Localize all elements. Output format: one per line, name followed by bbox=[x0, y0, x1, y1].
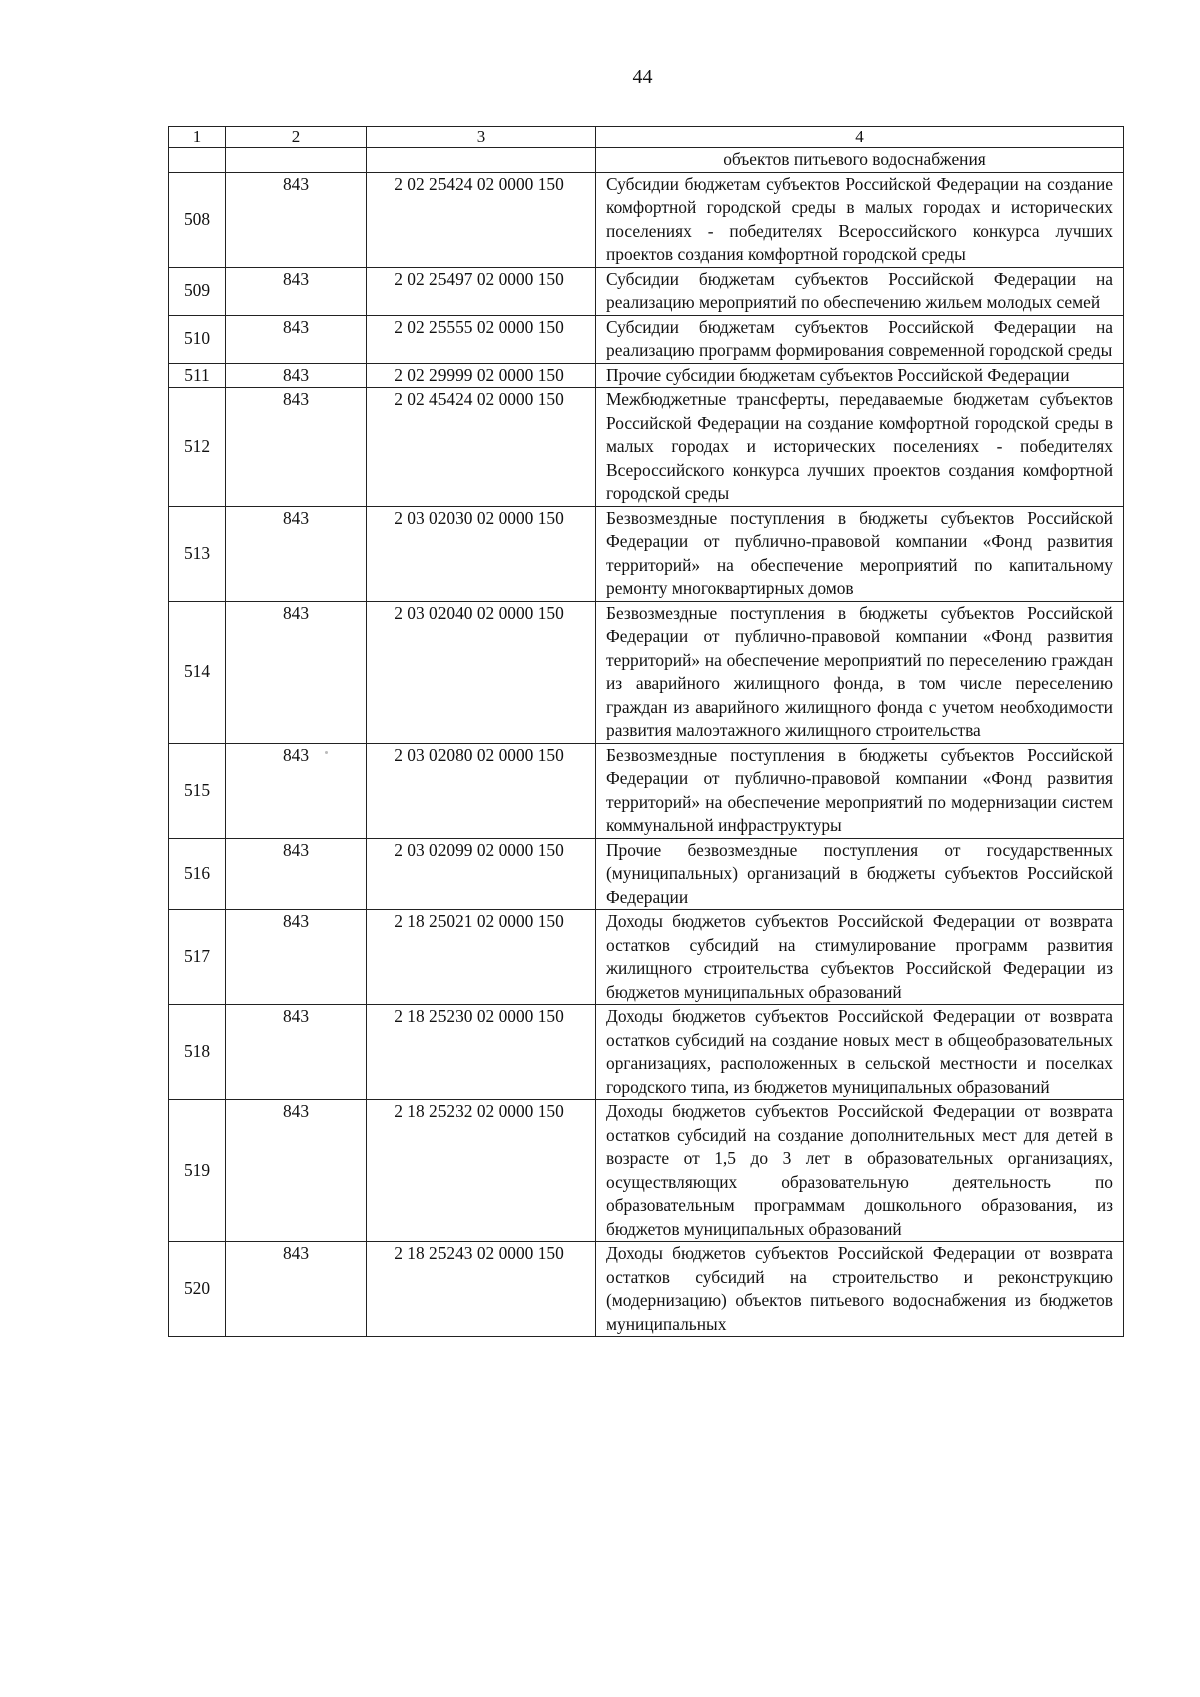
empty-cell bbox=[226, 148, 367, 173]
row-number: 508 bbox=[169, 172, 226, 267]
admin-code: 843 bbox=[226, 363, 367, 388]
budget-classification-code: 2 02 29999 02 0000 150 bbox=[367, 363, 596, 388]
row-number: 517 bbox=[169, 910, 226, 1005]
budget-classification-code: 2 18 25230 02 0000 150 bbox=[367, 1005, 596, 1100]
admin-code: 843 bbox=[226, 315, 367, 363]
admin-code: 843 bbox=[226, 506, 367, 601]
revenue-description: Доходы бюджетов субъектов Российской Федерации от возврата остатков субсидий на строительство и реконструкцию (модернизацию) объектов питьевого водоснабжения из бюджетов муниципальных bbox=[596, 1242, 1124, 1337]
admin-code: 843 bbox=[226, 743, 367, 838]
revenue-description: Прочие субсидии бюджетам субъектов Российской Федерации bbox=[596, 363, 1124, 388]
budget-classification-code: 2 03 02080 02 0000 150 bbox=[367, 743, 596, 838]
admin-code: 843 bbox=[226, 388, 367, 507]
revenue-description: Доходы бюджетов субъектов Российской Федерации от возврата остатков субсидий на стимулирование программ развития жилищного строительства субъектов Российской Федерации из бюджетов муниципальных образований bbox=[596, 910, 1124, 1005]
table-row bbox=[169, 601, 1124, 743]
table-row bbox=[169, 1100, 1124, 1242]
row-number: 518 bbox=[169, 1005, 226, 1100]
row-number: 514 bbox=[169, 601, 226, 743]
empty-cell bbox=[169, 148, 226, 173]
admin-code: 843 bbox=[226, 267, 367, 315]
column-header-2: 2 bbox=[226, 127, 367, 148]
row-number: 511 bbox=[169, 363, 226, 388]
table-row bbox=[169, 910, 1124, 1005]
table-row bbox=[169, 743, 1124, 838]
empty-cell bbox=[367, 148, 596, 173]
budget-classification-code: 2 03 02030 02 0000 150 bbox=[367, 506, 596, 601]
revenue-description: Доходы бюджетов субъектов Российской Федерации от возврата остатков субсидий на создание новых мест в общеобразовательных организациях, расположенных в сельской местности и поселках городского типа, из бюджетов муниципальных образований bbox=[596, 1005, 1124, 1100]
admin-code: 843 bbox=[226, 172, 367, 267]
budget-classification-code: 2 18 25232 02 0000 150 bbox=[367, 1100, 596, 1242]
row-number: 510 bbox=[169, 315, 226, 363]
revenue-codes-table bbox=[168, 126, 1124, 1337]
row-number: 512 bbox=[169, 388, 226, 507]
table-row bbox=[169, 315, 1124, 363]
budget-classification-code: 2 03 02040 02 0000 150 bbox=[367, 601, 596, 743]
revenue-description: Безвозмездные поступления в бюджеты субъектов Российской Федерации от публично-правовой компании «Фонд развития территорий» на обеспечение мероприятий по переселению граждан из аварийного жилищного фонда, в том числе переселению граждан из аварийного жилищного фонда с учетом необходимости развития малоэтажного жилищного строительства bbox=[596, 601, 1124, 743]
revenue-description: Субсидии бюджетам субъектов Российской Федерации на создание комфортной городской среды в малых городах и исторических поселениях - победителях Всероссийского конкурса лучших проектов создания комфортной городской среды bbox=[596, 172, 1124, 267]
table-row bbox=[169, 363, 1124, 388]
table-header-row bbox=[169, 127, 1124, 148]
column-header-4: 4 bbox=[596, 127, 1124, 148]
budget-classification-code: 2 02 45424 02 0000 150 bbox=[367, 388, 596, 507]
continuation-row bbox=[169, 148, 1124, 173]
revenue-description: Безвозмездные поступления в бюджеты субъектов Российской Федерации от публично-правовой компании «Фонд развития территорий» на обеспечение мероприятий по капитальному ремонту многоквартирных домов bbox=[596, 506, 1124, 601]
admin-code: 843 bbox=[226, 910, 367, 1005]
column-header-1: 1 bbox=[169, 127, 226, 148]
budget-classification-code: 2 03 02099 02 0000 150 bbox=[367, 838, 596, 910]
column-header-3: 3 bbox=[367, 127, 596, 148]
scan-speck bbox=[325, 751, 328, 754]
budget-classification-code: 2 18 25021 02 0000 150 bbox=[367, 910, 596, 1005]
revenue-description: Межбюджетные трансферты, передаваемые бюджетам субъектов Российской Федерации на создание комфортной городской среды в малых городах и исторических поселениях - победителях Всероссийского конкурса лучших проектов создания комфортной городской среды bbox=[596, 388, 1124, 507]
revenue-description: Субсидии бюджетам субъектов Российской Федерации на реализацию программ формирования современной городской среды bbox=[596, 315, 1124, 363]
table-row bbox=[169, 1242, 1124, 1337]
budget-classification-code: 2 02 25555 02 0000 150 bbox=[367, 315, 596, 363]
admin-code: 843 bbox=[226, 1242, 367, 1337]
revenue-description: Прочие безвозмездные поступления от государственных (муниципальных) организаций в бюджеты субъектов Российской Федерации bbox=[596, 838, 1124, 910]
admin-code: 843 bbox=[226, 1100, 367, 1242]
table-row bbox=[169, 172, 1124, 267]
admin-code: 843 bbox=[226, 601, 367, 743]
row-number: 519 bbox=[169, 1100, 226, 1242]
page-number: 44 bbox=[632, 66, 653, 88]
row-number: 509 bbox=[169, 267, 226, 315]
budget-classification-code: 2 02 25424 02 0000 150 bbox=[367, 172, 596, 267]
admin-code: 843 bbox=[226, 838, 367, 910]
table-row bbox=[169, 1005, 1124, 1100]
row-number: 513 bbox=[169, 506, 226, 601]
table-row bbox=[169, 388, 1124, 507]
table-row bbox=[169, 267, 1124, 315]
revenue-description: Субсидии бюджетам субъектов Российской Федерации на реализацию мероприятий по обеспечению жильем молодых семей bbox=[596, 267, 1124, 315]
revenue-description: Доходы бюджетов субъектов Российской Федерации от возврата остатков субсидий на создание дополнительных мест для детей в возрасте от 1,5 до 3 лет в образовательных организациях, осуществляющих образовательную деятельность по образовательным программам дошкольного образования, из бюджетов муниципальных образований bbox=[596, 1100, 1124, 1242]
continuation-text: объектов питьевого водоснабжения bbox=[596, 148, 1124, 173]
row-number: 516 bbox=[169, 838, 226, 910]
budget-classification-code: 2 18 25243 02 0000 150 bbox=[367, 1242, 596, 1337]
revenue-description: Безвозмездные поступления в бюджеты субъектов Российской Федерации от публично-правовой компании «Фонд развития территорий» на обеспечение мероприятий по модернизации систем коммунальной инфраструктуры bbox=[596, 743, 1124, 838]
table-row bbox=[169, 838, 1124, 910]
row-number: 520 bbox=[169, 1242, 226, 1337]
row-number: 515 bbox=[169, 743, 226, 838]
table-row bbox=[169, 506, 1124, 601]
admin-code: 843 bbox=[226, 1005, 367, 1100]
budget-classification-code: 2 02 25497 02 0000 150 bbox=[367, 267, 596, 315]
